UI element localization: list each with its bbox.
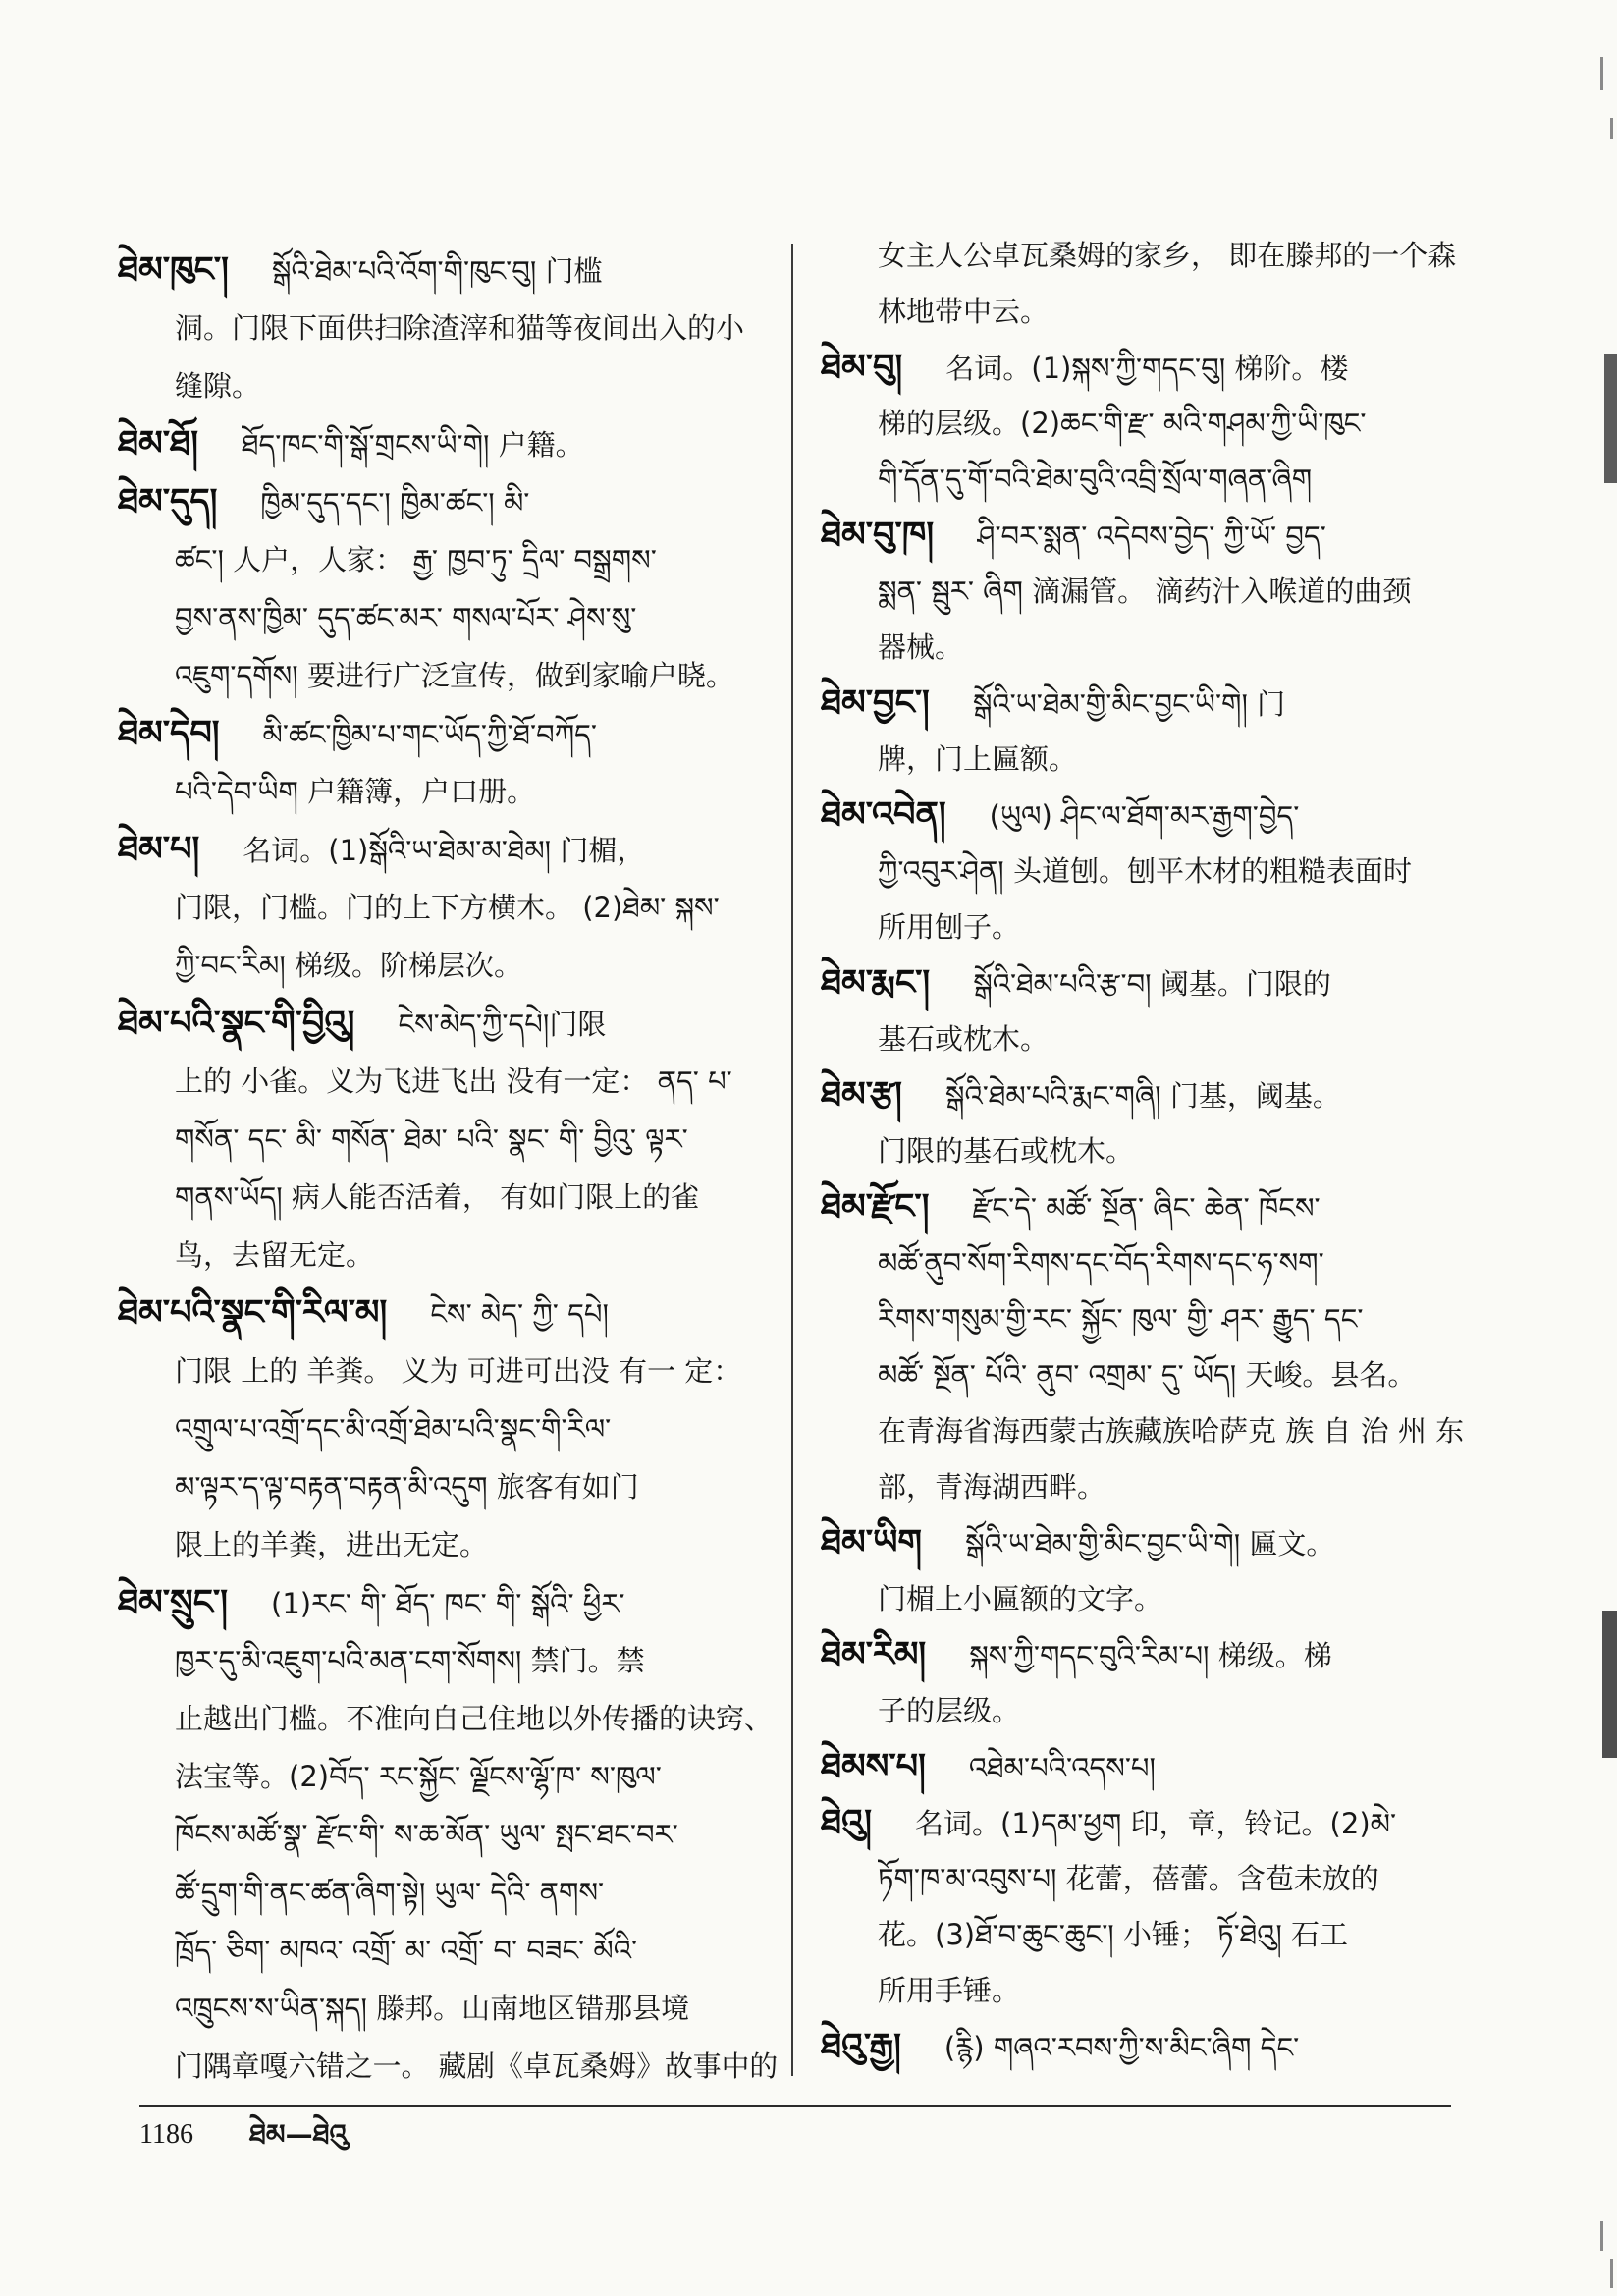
definition-segment	[973, 957, 1469, 1011]
entry-line	[821, 1515, 1469, 1571]
definition-segment	[175, 647, 778, 705]
definition-text: ཐོད་ཁང་གི་སྒོ་གྲངས་ཡི་གེ། 户籍。	[241, 428, 584, 462]
definition-text: 所用刨子。	[878, 910, 1021, 944]
definition-segment	[175, 1400, 778, 1458]
headword: ཐེམ་ཡིག	[821, 1523, 923, 1562]
left-column	[118, 242, 778, 2096]
entry-line	[118, 1227, 778, 1285]
definition-segment	[175, 879, 778, 937]
entry-line	[118, 357, 778, 415]
entry-line	[821, 1795, 1469, 1851]
definition-text: 门楣上小匾额的文字。	[878, 1582, 1163, 1615]
dictionary-entry	[821, 340, 1469, 508]
entry-line	[821, 1235, 1469, 1291]
running-head: ཐེམ—ཐེའུ	[249, 2118, 348, 2151]
entry-line	[118, 1342, 778, 1400]
definition-segment	[175, 1227, 778, 1285]
entry-line	[821, 732, 1469, 788]
dictionary-entry	[821, 508, 1469, 676]
entry-line	[821, 956, 1469, 1011]
definition-segment	[878, 452, 1469, 508]
headword: ཐེམ་བྱང་།	[821, 683, 930, 723]
definition-segment	[271, 1575, 778, 1632]
entry-line	[118, 300, 778, 357]
definition-segment	[175, 1922, 778, 1980]
definition-segment	[175, 531, 778, 589]
entry-line	[118, 1806, 778, 1864]
entry-line	[821, 284, 1469, 340]
definition-segment	[878, 844, 1469, 900]
definition-text: 止越出门槛。不准向自己住地以外传播的诀窍、	[175, 1702, 774, 1735]
dictionary-entry	[118, 995, 778, 1285]
definition-segment	[272, 243, 778, 300]
definition-text: (རྙི) གཞའ་རབས་ཀྱི་ས་མིང་ཞིག དེང་	[943, 2031, 1300, 2064]
dictionary-entry	[118, 415, 778, 473]
definition-text: 所用手锤。	[878, 1974, 1021, 2007]
definition-segment	[915, 1796, 1469, 1851]
entry-line	[118, 995, 778, 1053]
entry-line	[821, 1739, 1469, 1795]
entry-line	[118, 821, 778, 879]
entry-line	[118, 531, 778, 589]
entry-line	[821, 1067, 1469, 1123]
definition-text: མཚོ་ནུབ་སོག་རིགས་དང་བོད་རིགས་དང་ཧ་སག་	[878, 1246, 1324, 1280]
definition-segment	[175, 1864, 778, 1922]
definition-segment	[965, 1516, 1469, 1571]
definition-segment	[175, 1111, 778, 1169]
definition-text: 部，青海湖西畔。	[878, 1470, 1106, 1503]
entry-line	[118, 1748, 778, 1806]
definition-text: 梯的层级。(2)ཆང་གི་རྫ་ མའི་གཤམ་ཀྱི་ཡི་ཁུང་	[878, 407, 1367, 440]
definition-segment	[878, 564, 1469, 620]
headword: ཐེམ་རིམ།	[821, 1635, 927, 1674]
definition-segment	[175, 1516, 778, 1574]
definition-text: 鸟，去留无定。	[175, 1238, 375, 1272]
dictionary-entry	[118, 705, 778, 821]
definition-segment	[944, 2020, 1469, 2075]
definition-segment	[878, 228, 1469, 284]
dictionary-entry	[821, 2019, 1469, 2075]
dictionary-entry	[821, 1179, 1469, 1515]
definition-segment	[977, 509, 1469, 564]
definition-segment	[990, 789, 1469, 844]
entry-line	[118, 705, 778, 763]
scan-edge-mark	[1602, 1611, 1617, 1758]
definition-text: མི་ཚང་ཁྱིམ་པ་གང་ཡོད་ཀྱི་ཐོ་བཀོད་	[262, 718, 598, 751]
entry-line	[118, 589, 778, 647]
entry-line	[821, 1851, 1469, 1907]
definition-text: པའི་དེབ་ཡིག 户籍簿，户口册。	[175, 775, 536, 808]
definition-text: 名词。(1)སྐས་ཀྱི་གདང་བུ། 梯阶。楼	[945, 352, 1349, 385]
headword: ཐེམ་བུ་ཁ།	[821, 516, 935, 555]
definition-segment	[175, 589, 778, 647]
definition-text: བྱས་ནས་ཁྱིམ་ དུད་ཚང་མར་ གསལ་པོར་ ཤེས་སུ་	[175, 601, 637, 634]
definition-text: འཐེམ་པའི་འདས་པ།	[968, 1751, 1156, 1784]
dictionary-entry	[118, 242, 778, 415]
entry-line	[118, 2038, 778, 2096]
definition-segment	[878, 1459, 1469, 1515]
definition-text: སྒོའི་ཡ་ཐེམ་གྱི་མིང་བྱང་ཡི་གེ། 门	[972, 687, 1286, 721]
definition-segment	[175, 1632, 778, 1690]
entry-line	[821, 1627, 1469, 1683]
definition-text: ཁོངས་མཚོ་སྣ་ རྫོང་གི་ ས་ཆ་མོན་ ཡུལ་ སྤང་ཐང་བར་	[175, 1818, 678, 1851]
entry-line	[118, 1169, 778, 1227]
entry-line	[821, 1179, 1469, 1235]
headword: ཐེའུ།	[821, 1803, 873, 1842]
entry-line	[118, 1864, 778, 1922]
definition-text: རིགས་གསུམ་གྱི་རང་ སྐྱོང་ ཁུལ་ གྱི་ ཤར་ རྒྱུད་ དང་	[878, 1302, 1364, 1336]
definition-text: ཀྱི་བང་རིམ། 梯级。阶梯层次。	[175, 949, 522, 982]
definition-segment	[878, 1907, 1469, 1963]
entry-line	[821, 452, 1469, 508]
definition-segment	[878, 620, 1469, 676]
definition-segment	[969, 1628, 1469, 1683]
entry-line	[821, 844, 1469, 900]
entry-line	[821, 1683, 1469, 1739]
definition-segment	[175, 2038, 778, 2096]
definition-text: གནས་ཡོད། 病人能否活着， 有如门限上的雀	[175, 1180, 700, 1214]
definition-text: 门限 上的 羊粪。 义为 可进可出没 有一 定：	[175, 1354, 742, 1388]
definition-segment	[945, 341, 1469, 396]
definition-text: སྒོའི་ཐེམ་པའི་རྩ་བ། 阈基。门限的	[973, 967, 1331, 1001]
entry-line	[118, 1053, 778, 1111]
definition-text: 器械。	[878, 630, 964, 664]
entry-line	[821, 1403, 1469, 1459]
entry-line	[118, 1922, 778, 1980]
definition-segment	[878, 1963, 1469, 2019]
definition-text: 名词。(1)དམ་ཕྱག 印，章，铃记。(2)མེ་	[915, 1807, 1397, 1840]
scan-edge-mark	[1600, 2221, 1603, 2251]
definition-text: སྐས་ཀྱི་གདང་བུའི་རིམ་པ། 梯级。梯	[969, 1639, 1332, 1672]
definition-text: 在青海省海西蒙古族藏族哈萨克 族 自 治 州 东	[878, 1414, 1465, 1448]
entry-line	[821, 900, 1469, 956]
definition-text: 限上的羊粪，进出无定。	[175, 1528, 489, 1561]
definition-text: འགྲུལ་པ་འགྲོ་དང་མི་འགྲོ་ཐེམ་པའི་སྣང་གི་རིལ་	[175, 1412, 612, 1446]
definition-segment	[878, 1291, 1469, 1347]
definition-segment	[878, 284, 1469, 340]
entry-line	[118, 242, 778, 300]
headword: ཐེམ་དེབ།	[118, 714, 220, 753]
definition-segment	[175, 1690, 778, 1748]
definition-segment	[175, 1980, 778, 2038]
definition-segment	[878, 1403, 1469, 1459]
dictionary-entry	[821, 1739, 1469, 1795]
definition-text: གསོན་ དང་ མི་ གསོན་ ཐེམ་ པའི་ སྣང་ གི་ བྱིའུ་ ལྟར་	[175, 1122, 688, 1156]
definition-text: མཚོ་ སྔོན་ པོའི་ ནུབ་ འགྲམ་ དུ་ ཡོད། 天峻。县名。	[878, 1358, 1417, 1392]
definition-segment	[430, 1285, 778, 1342]
definition-segment	[243, 822, 778, 879]
definition-text: ངེས་ མེད་ ཀྱི་ དཔེ།	[430, 1297, 609, 1331]
definition-text: སྒོའི་ཐེམ་པའི་འོག་གི་ཁུང་བུ། 门槛	[271, 254, 603, 288]
headword: ཐེམ་རྨང་།	[821, 963, 931, 1003]
entry-line	[118, 415, 778, 473]
definition-text: ཁྲོད་ ཅིག་ མཁའ་ འགྲོ་ མ་ འགྲོ་ བ་ བཟང་ མོའི་	[175, 1934, 638, 1967]
definition-text: 子的层级。	[878, 1694, 1021, 1727]
definition-segment	[398, 996, 778, 1053]
definition-text: 女主人公卓瓦桑姆的家乡， 即在滕邦的一个森	[878, 239, 1457, 272]
definition-segment	[878, 1347, 1469, 1403]
dictionary-entry	[118, 1285, 778, 1574]
definition-text: སྒོའི་ཐེམ་པའི་རྨང་གཞི། 门基，阈基。	[944, 1079, 1341, 1113]
definition-text: 门限，门槛。门的上下方横木。 (2)ཐེམ་ སྐས་	[175, 891, 720, 924]
headword: ཐེའུ་རྒྱ།	[821, 2027, 901, 2066]
entry-line	[118, 1632, 778, 1690]
headword: ཐེམ་སྲུང་།	[118, 1583, 229, 1622]
definition-text: ཀྱི་འབུར་ཤེན། 头道刨。刨平木材的粗糙表面时	[878, 854, 1412, 888]
entry-line	[821, 396, 1469, 452]
entry-line	[821, 340, 1469, 396]
definition-text: སྒོའི་ཡ་ཐེམ་གྱི་མིང་བྱང་ཡི་གེ། 匾文。	[965, 1527, 1335, 1560]
definition-segment	[242, 416, 778, 473]
entry-line	[821, 788, 1469, 844]
entry-line	[118, 879, 778, 937]
definition-segment	[878, 396, 1469, 452]
entry-line	[821, 2019, 1469, 2075]
definition-segment	[878, 1123, 1469, 1179]
entry-line	[821, 508, 1469, 564]
definition-text: 门隅章嘎六错之一。 藏剧《卓瓦桑姆》故事中的	[175, 2050, 778, 2083]
definition-segment	[878, 732, 1469, 788]
entry-line	[821, 1291, 1469, 1347]
column-divider	[791, 244, 793, 2076]
headword: ཐེམ་རྫོང་།	[821, 1187, 930, 1227]
definition-segment	[175, 1342, 778, 1400]
entry-line	[118, 1516, 778, 1574]
definition-segment	[973, 677, 1469, 732]
entry-line	[118, 1285, 778, 1342]
definition-text: 林地带中云。	[878, 295, 1050, 328]
entry-line	[821, 1011, 1469, 1067]
headword: ཐེམ་རྩ།	[821, 1075, 902, 1115]
definition-text: མ་ལྟར་ད་ལྟ་བརྟན་བརྟན་མི་འདུག 旅客有如门	[175, 1470, 639, 1503]
definition-text: 门限的基石或枕木。	[878, 1134, 1135, 1168]
definition-segment	[175, 1458, 778, 1516]
definition-segment	[878, 1851, 1469, 1907]
definition-segment	[969, 1740, 1469, 1795]
definition-text: (ཡུལ) ཤིང་ལ་ཐོག་མར་རྒྱག་བྱེད་	[989, 799, 1300, 833]
definition-text: 缝隙。	[175, 369, 261, 403]
footer-rule	[139, 2105, 1451, 2107]
definition-segment	[175, 1053, 778, 1111]
entry-line	[118, 937, 778, 995]
definition-text: ངེས་མེད་ཀྱི་དཔེ།门限	[398, 1008, 607, 1041]
definition-segment	[175, 357, 778, 415]
definition-segment	[175, 1748, 778, 1806]
definition-text: ཚང་། 人户，人家： རྒྱ་ ཁྱབ་ཏུ་ དྲིལ་ བསྒྲགས་	[175, 543, 657, 576]
entry-line	[821, 1571, 1469, 1627]
definition-segment	[260, 474, 778, 531]
scan-edge-mark	[1610, 118, 1613, 139]
definition-text: ཏོག་ཁ་མ་འབུས་པ། 花蕾，蓓蕾。含苞未放的	[878, 1862, 1379, 1895]
entry-line	[118, 1111, 778, 1169]
definition-text: སྨན་ སྦུར་ ཞིག 滴漏管。 滴药汁入喉道的曲颈	[878, 574, 1412, 608]
definition-text: 上的 小雀。义为飞进飞出 没有一定： ནད་ པ་	[175, 1065, 732, 1098]
definition-segment	[175, 1169, 778, 1227]
scan-edge-mark	[1610, 2259, 1613, 2288]
definition-text: (1)རང་ གི་ ཐོད་ ཁང་ གི་ སྒོའི་ ཕྱིར་	[271, 1587, 625, 1620]
definition-text: 洞。门限下面供扫除渣滓和猫等夜间出入的小	[175, 311, 745, 345]
entry-line	[821, 564, 1469, 620]
entry-line	[821, 676, 1469, 732]
definition-text: 牌，门上匾额。	[878, 742, 1078, 776]
entry-line	[821, 1347, 1469, 1403]
definition-text: གི་དོན་དུ་གོ་བའི་ཐེམ་བུའི་འབྲི་སྲོལ་གཞན་ཞིག	[878, 463, 1313, 496]
page-number: 1186	[139, 2119, 193, 2150]
entry-line	[118, 1574, 778, 1632]
definition-text: འཁྲུངས་ས་ཡིན་སྐད། 滕邦。山南地区错那县境	[175, 1992, 690, 2025]
headword: ཐེམ་ཐོ།	[118, 424, 198, 464]
definition-segment	[973, 1180, 1470, 1235]
definition-segment	[878, 1011, 1469, 1067]
scan-edge-mark	[1600, 57, 1603, 90]
dictionary-entry	[821, 788, 1469, 956]
dictionary-entry	[118, 1574, 778, 2096]
headword: ཐེམ་ཁུང་།	[118, 250, 229, 290]
definition-segment	[878, 1571, 1469, 1627]
dictionary-entry	[821, 956, 1469, 1067]
headword: ཐེམ་དུད།	[118, 482, 218, 521]
definition-text: ཤི་བར་སྨན་ འདེབས་བྱེད་ ཀྱི་ཡོ་ བྱད་	[977, 519, 1326, 553]
headword: ཐེམས་པ།	[821, 1747, 926, 1786]
entry-line	[821, 1459, 1469, 1515]
dictionary-entry	[118, 821, 778, 995]
dictionary-entry	[821, 676, 1469, 788]
entry-line	[821, 1963, 1469, 2019]
headword: ཐེམ་བུ།	[821, 348, 903, 387]
definition-segment	[263, 706, 778, 763]
definition-text: འཇུག་དགོས། 要进行广泛宣传，做到家喻户晓。	[175, 659, 734, 692]
entry-line	[118, 473, 778, 531]
definition-text: 花。(3)ཐོ་བ་ཆུང་ཆུང་། 小锤； ཏོ་ཐེའུ། 石工	[878, 1918, 1349, 1951]
definition-segment	[175, 1806, 778, 1864]
definition-segment	[878, 1235, 1469, 1291]
headword: ཐེམ་པའི་སྣང་གི་བྱིའུ།	[118, 1004, 355, 1043]
definition-segment	[878, 900, 1469, 956]
definition-segment	[878, 1683, 1469, 1739]
entry-line	[118, 1458, 778, 1516]
definition-segment	[175, 763, 778, 821]
entry-line	[821, 1907, 1469, 1963]
definition-text: 基石或枕木。	[878, 1022, 1050, 1056]
entry-line	[118, 1980, 778, 2038]
entry-line	[821, 228, 1469, 284]
dictionary-entry	[821, 1067, 1469, 1179]
headword: ཐེམ་པའི་སྣང་གི་རིལ་མ།	[118, 1293, 388, 1333]
scan-edge-mark	[1604, 354, 1617, 483]
definition-segment	[945, 1068, 1469, 1123]
definition-segment	[175, 937, 778, 995]
entry-line	[118, 1400, 778, 1458]
entry-line	[821, 1123, 1469, 1179]
definition-text: 名词。(1)སྒོའི་ཡ་ཐེམ་མ་ཐེམ། 门楣，	[243, 834, 646, 867]
entry-line	[118, 647, 778, 705]
definition-text: ཁྱར་དུ་མི་འཇུག་པའི་མན་ངག་སོགས། 禁门。禁	[175, 1644, 645, 1677]
entry-line	[821, 620, 1469, 676]
definition-segment	[175, 300, 778, 357]
dictionary-entry	[821, 1627, 1469, 1739]
definition-text: རྫོང་དེ་ མཚོ་ སྔོན་ ཞིང་ ཆེན་ ཁོངས་	[972, 1191, 1321, 1225]
headword: ཐེམ་པ།	[118, 830, 200, 869]
definition-text: ཁྱིམ་དུད་དང་། ཁྱིམ་ཚང་། མི་	[260, 486, 530, 519]
dictionary-entry	[821, 228, 1469, 340]
entry-line	[118, 1690, 778, 1748]
right-column	[821, 228, 1469, 2075]
definition-text: 法宝等。(2)བོད་ རང་སྐྱོང་ ལྗོངས་ལྷོ་ཁ་ ས་ཁུལ་	[175, 1760, 662, 1793]
dictionary-entry	[821, 1795, 1469, 2019]
entry-line	[118, 763, 778, 821]
definition-text: ཚོ་དྲུག་གི་ནང་ཚན་ཞིག་སྟེ། ཡུལ་ དེའི་ ནགས་	[175, 1876, 605, 1909]
dictionary-entry	[821, 1515, 1469, 1627]
headword: ཐེམ་འབེན།	[821, 795, 946, 835]
dictionary-entry	[118, 473, 778, 705]
